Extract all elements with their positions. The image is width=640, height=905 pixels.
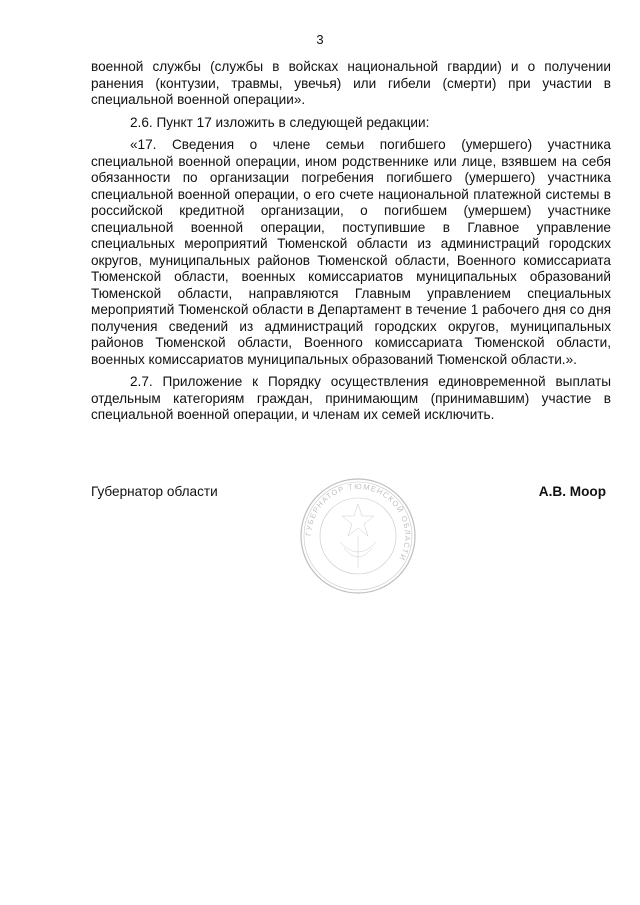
- paragraph-2-6: 2.6. Пункт 17 изложить в следующей редакции:: [130, 114, 430, 130]
- paragraph-continuation: военной службы (службы в войсках национальной гвардии) и о получении ранения (контузии, травмы, увечья) или гибели (смерти) при участии в специальной военной операции».: [91, 59, 611, 107]
- signatory-title: Губернатор области: [91, 484, 218, 499]
- signatory-name: А.В. Моор: [538, 484, 606, 499]
- page-number: 3: [316, 32, 324, 47]
- seal-outer-text: ГУБЕРНАТОР ТЮМЕНСКОЙ ОБЛАСТИ: [303, 481, 413, 563]
- official-seal-icon: [298, 476, 418, 596]
- document-body: [91, 59, 611, 424]
- paragraph-item-17: «17. Сведения о члене семьи погибшего (умершего) участника специальной военной операции, ином родственнике или лице, взявшем на себя обязанности по организации погребения погибшего (умершего) участника специальной военной операции, о его счете национальной платежной системы в российской кредитной организации, о погибшем (умершем) участнике специальной военной операции, поступившие в Главное управление специальных мероприятий Тюменской области из администраций городских округов, муниципальных районов Тюменской области, Военного комиссариата Тюменской области, военных комиссариатов муниципальных образований Тюменской области, направляются Главным управлением специальных мероприятий Тюменской области в Департамент в течение 1 рабочего дня со дня получения сведений из администраций городских округов, муниципальных районов Тюменской области, Военного комиссариата Тюменской области, военных комиссариатов муниципальных образований Тюменской области.».: [91, 137, 611, 367]
- paragraph-2-7: 2.7. Приложение к Порядку осуществления единовременной выплаты отдельным категориям граждан, принимающим (принимавшим) участие в специальной военной операции, и членам их семей исключить.: [91, 374, 611, 422]
